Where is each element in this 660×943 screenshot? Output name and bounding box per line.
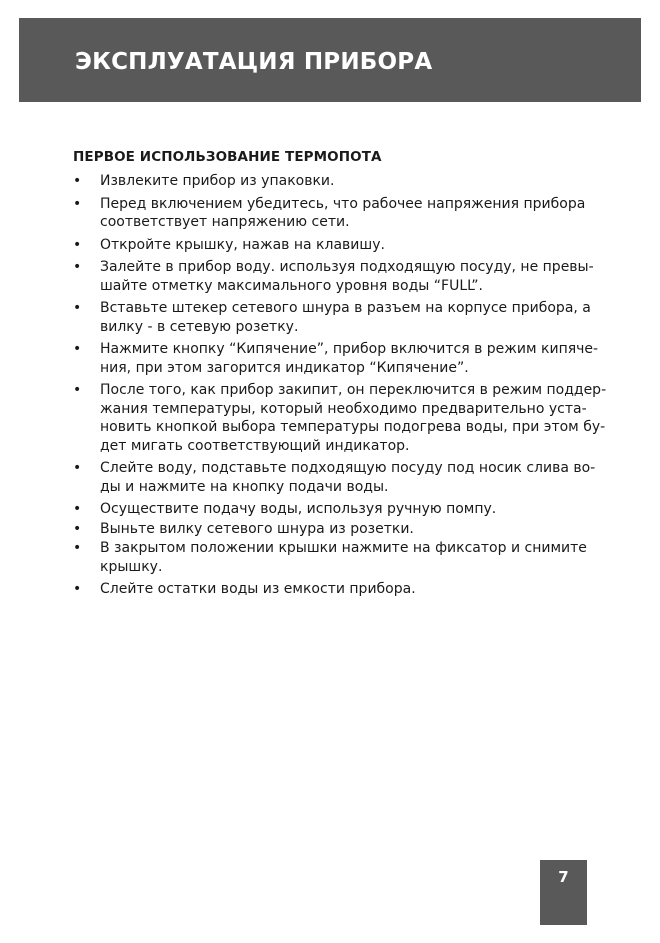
list-item-line: Откройте крышку, нажав на клавишу. <box>100 236 385 253</box>
section-title: ПЕРВОЕ ИСПОЛЬЗОВАНИЕ ТЕРМОПОТА <box>73 149 382 165</box>
list-item <box>73 172 613 191</box>
bullet-icon: • <box>73 259 82 275</box>
bullet-icon: • <box>73 460 82 476</box>
list-item-line: дет мигать соответствующий индикатор. <box>100 437 410 454</box>
list-item-line: Слейте воду, подставьте подходящую посуду под носик слива во- <box>100 460 596 476</box>
instruction-list <box>73 172 613 599</box>
bullet-icon: • <box>73 501 82 517</box>
list-item-line: шайте отметку максимального уровня воды “FULL”. <box>100 277 483 294</box>
list-item-line: Слейте остатки воды из емкости прибора. <box>100 581 416 597</box>
list-item-line: Перед включением убедитесь, что рабочее напряжения прибора <box>100 195 586 212</box>
list-item-line: После того, как прибор закипит, он переключится в режим поддер- <box>100 382 607 398</box>
list-item <box>73 580 613 599</box>
list-item <box>73 459 613 496</box>
list-item <box>73 236 613 255</box>
bullet-icon: • <box>73 382 82 398</box>
page-number: 7 <box>558 868 569 886</box>
list-item-line: Нажмите кнопку “Кипячение”, прибор включится в режим кипяче- <box>100 341 599 357</box>
list-item-line: жания температуры, который необходимо предварительно уста- <box>100 400 587 417</box>
list-item <box>73 299 613 336</box>
page-title: ЭКСПЛУАТАЦИЯ ПРИБОРА <box>75 49 433 75</box>
list-item-line: вилку - в сетевую розетку. <box>100 318 299 335</box>
list-item-line: крышку. <box>100 558 163 575</box>
list-item <box>73 539 613 576</box>
list-item <box>73 520 613 539</box>
bullet-icon: • <box>73 300 82 316</box>
list-item <box>73 195 613 232</box>
list-item <box>73 340 613 377</box>
list-item-line: соответствует напряжению сети. <box>100 214 350 230</box>
header-bar <box>19 18 641 102</box>
bullet-icon: • <box>73 173 82 189</box>
list-item-line: Осуществите подачу воды, используя ручную помпу. <box>100 501 497 517</box>
bullet-icon: • <box>73 236 82 253</box>
list-item-line: Вставьте штекер сетевого шнура в разъем на корпусе прибора, а <box>100 300 591 316</box>
bullet-icon: • <box>73 540 82 556</box>
list-item-line: Залейте в прибор воду. используя подходящую посуду, не превы- <box>100 259 594 275</box>
bullet-icon: • <box>73 581 82 597</box>
list-item-line: Извлеките прибор из упаковки. <box>100 173 335 189</box>
list-item-line: новить кнопкой выбора температуры подогрева воды, при этом бу- <box>100 419 606 435</box>
list-item-line: ния, при этом загорится индикатор “Кипячение”. <box>100 359 469 376</box>
page-number-box <box>540 860 587 925</box>
list-item-line: В закрытом положении крышки нажмите на фиксатор и снимите <box>100 540 587 556</box>
bullet-icon: • <box>73 195 82 212</box>
list-item-line: Выньте вилку сетевого шнура из розетки. <box>100 520 414 537</box>
list-item <box>73 500 613 519</box>
bullet-icon: • <box>73 341 82 357</box>
list-item-line: ды и нажмите на кнопку подачи воды. <box>100 478 389 495</box>
list-item <box>73 381 613 455</box>
bullet-icon: • <box>73 520 82 537</box>
main-content <box>73 147 613 603</box>
list-item <box>73 258 613 295</box>
